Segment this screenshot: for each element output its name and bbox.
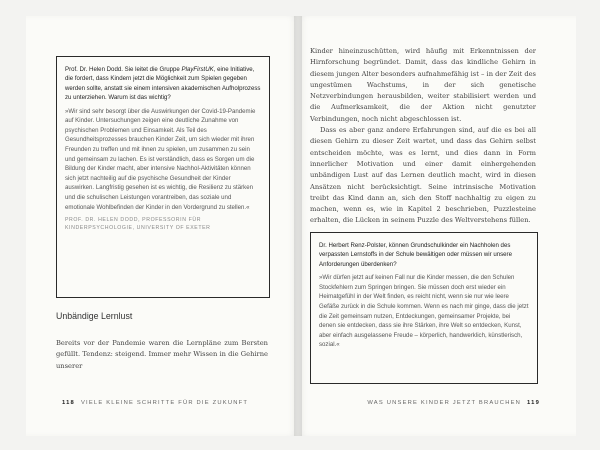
right-page-footer — [367, 400, 546, 406]
right-paragraph-1: Kinder hineinzuschütten, wird häufig mit Erkenntnissen der Hirnforschung begründet. Damit, dass das kindliche Gehirn in diesem jungen Alter besonders aufnahmefähig ist – in der Zeit des ungestümen Wachstums, in der sich genetische Netzverbindungen herausbilden, weiter stabilisiert werden und die Aufmerksamkeit, die der Aktion nicht genutzter Verbindungen, noch nicht abgeschlossen ist. — [310, 47, 536, 123]
interview-answer-right: »Wir dürfen jetzt auf keinen Fall nur die Kinder messen, die den Schulen Stockfehlern zum Springen bringen. Sie müssen doch erst wieder ein Heimatgefühl in der Welt finden, es reicht nicht, wenn sie nur wie leere Gefäße zurück in die Schule kommen. Wenn es nach mir ginge, dass die jetzt die Zeit gemeinsam nutzen, Entdeckungen, gemeinsamer Projekte, bei denen sie entdecken, dass sie ihre Stärken, ihre Welt so entdecken, Kunst, aber einfach ausgelassene Freude – körperlich, handwerklich, künstlerisch, sozial.« — [319, 274, 529, 349]
interview-box-left — [56, 56, 270, 298]
interview-attribution: PROF. DR. HELEN DODD, PROFESSORIN FÜR KINDERPSYCHOLOGIE, UNIVERSITY OF EXETER — [65, 217, 211, 232]
page-number-left: 118 — [62, 400, 75, 406]
book-spine-shadow — [294, 16, 302, 436]
intro-initiative-name: PlayFirstUK — [181, 66, 214, 73]
interview-box-right — [310, 232, 538, 384]
interview-answer: »Wir sind sehr besorgt über die Auswirkungen der Covid-19-Pandemie auf Kinder. Untersuchungen zeigen eine deutliche Zunahme von psychischen Problemen und Einsamkeit. Als Teil des Gesundheitsprozesses brauchen Kinder Zeit, um sich wieder mit ihren Freunden zu treffen und mit ihnen zu spielen, um zusammen zu sein und gemeinsam zu lachen. Es ist verständlich, dass es Sorgen um die Bildung der Kinder macht, aber intensive Nachhol-Aktivitäten können sich jetzt nachteilig auf die psychische Gesundheit der Kinder auswirken. Langfristig gesehen ist es wichtig, die Resilienz zu stärken und die schulischen Leistungen vorantreiben, das soziale und emotionale Wohlbefinden der Kinder in den Vordergrund zu stellen.« — [65, 107, 256, 211]
left-page — [26, 16, 298, 436]
page-number-right: 119 — [527, 400, 540, 406]
right-paragraph-2: Dass es aber ganz andere Erfahrungen sind, auf die es bei all diesen Gehirn zu dieser Zeit wartet, und dass das Gehirn selbst entscheiden möchte, was es lernt, und dies dann in Form innerlicher Motivation und einer damit einhergehenden unbändigen Lust auf das Lernen deutlich macht, wird in diesen Ansätzen nicht berücksichtigt. Seine intrinsische Motivation treibt das Kind dann an, sich den Stoff nachhaltig zu eigen zu machen, wenn es, wie in Kapitel 2 beschrieben, Puzzlesteine erhalten, die Lücken in seinem Puzzle des Weltverstehens füllen. — [310, 126, 536, 225]
section-heading: Unbändige Lernlust — [56, 311, 133, 321]
intro-prefix: Prof. Dr. Helen Dodd. Sie leitet die Gruppe — [65, 66, 182, 73]
running-head-left: VIELE KLEINE SCHRITTE FÜR DIE ZUKUNFT — [80, 400, 249, 406]
running-head-right: WAS UNSERE KINDER JETZT BRAUCHEN — [367, 400, 522, 406]
right-body-text — [310, 46, 536, 227]
left-page-footer — [56, 400, 248, 406]
interview-intro — [57, 57, 269, 107]
right-page — [298, 16, 576, 436]
open-book — [26, 16, 576, 436]
interview-question: Dr. Herbert Renz-Polster, können Grundschulkinder ein Nachholen des verpassten Lernstoffs in der Schule bewältigen oder müssen wir unsere Anforderungen überdenken? — [319, 242, 512, 268]
intro-suffix: , eine Initiative, die fordert, dass Kindern jetzt die Möglichkeit zum Spielen gegeben werden sollte, anstatt sie einem intensiven akademischen Aufholprozess zu unterziehen. Warum ist das wichtig? — [65, 66, 261, 102]
left-body-paragraph: Bereits vor der Pandemie waren die Lernpläne zum Bersten gefüllt. Tendenz: steigend. Immer mehr Wissen in die Gehirne unserer — [56, 339, 268, 370]
